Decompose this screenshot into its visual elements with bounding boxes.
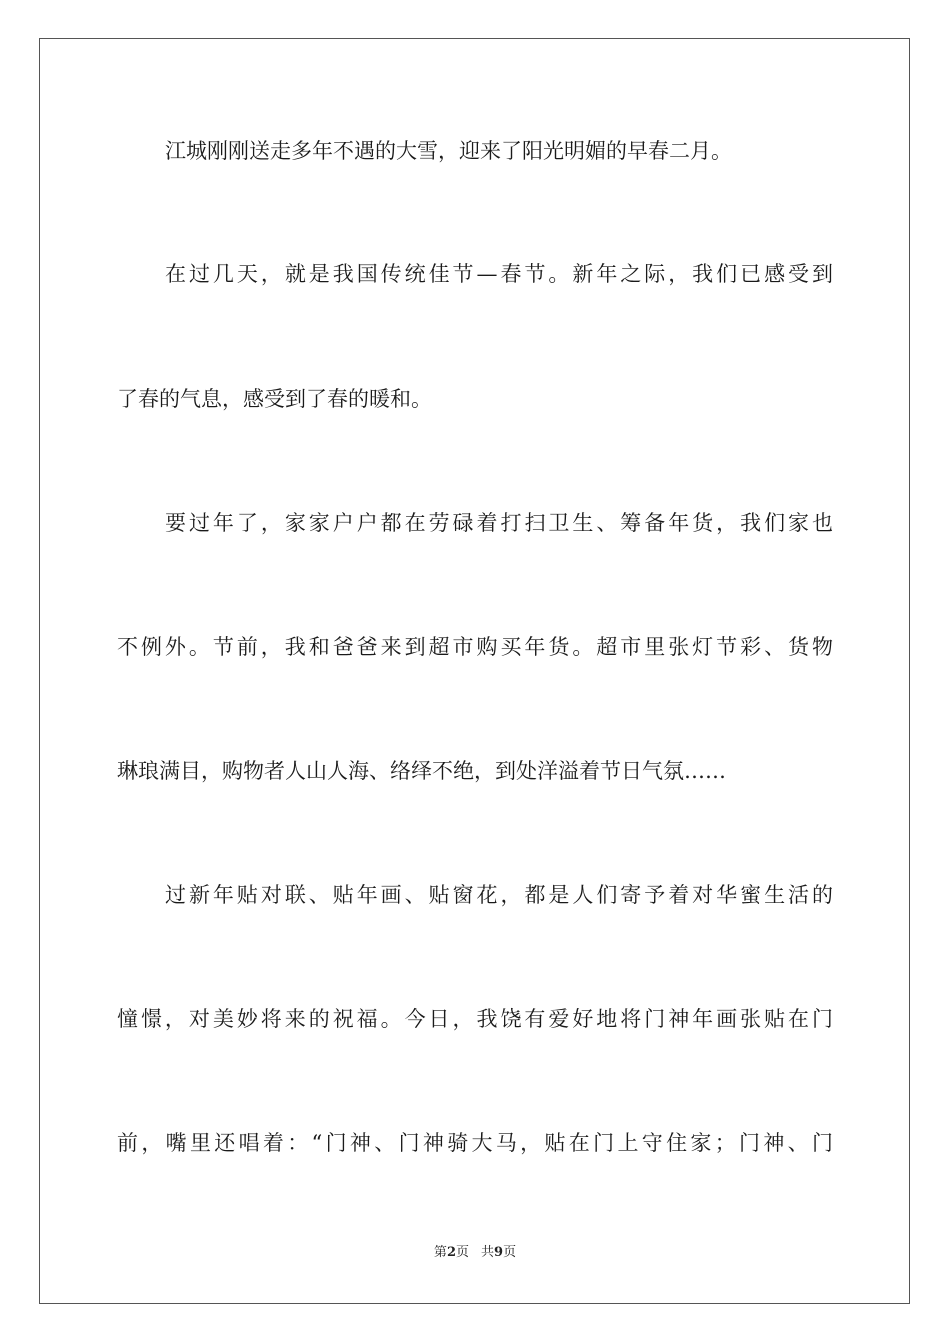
paragraph-line-9: 前，嘴里还唱着：“门神、门神骑大马，贴在门上守住家；门神、门: [117, 1131, 833, 1155]
paragraph-line-4: 要过年了，家家户户都在劳碌着打扫卫生、筹备年货，我们家也: [165, 511, 833, 535]
paragraph-line-8: 憧憬，对美妙将来的祝福。今日，我饶有爱好地将门神年画张贴在门: [117, 1007, 833, 1031]
total-prefix: 共: [481, 1245, 495, 1260]
paragraph-line-3: 了春的气息，感受到了春的暖和。: [117, 387, 432, 411]
paragraph-line-6: 琳琅满目，购物者人山人海、络绎不绝，到处洋溢着节日气氛……: [117, 759, 726, 783]
page-prefix: 第: [433, 1245, 447, 1260]
total-pages: 9: [494, 1245, 504, 1260]
page-number: 2: [446, 1245, 456, 1260]
paragraph-line-2: 在过几天，就是我国传统佳节—春节。新年之际，我们已感受到: [165, 262, 833, 286]
page-border: [39, 38, 910, 1304]
paragraph-line-7: 过新年贴对联、贴年画、贴窗花，都是人们寄予着对华蜜生活的: [165, 883, 833, 907]
total-suffix: 页: [503, 1245, 517, 1260]
page-suffix: 页: [455, 1245, 469, 1260]
paragraph-line-1: 江城刚刚送走多年不遇的大雪，迎来了阳光明媚的早春二月。: [165, 139, 732, 163]
page-footer: [0, 1244, 950, 1262]
paragraph-line-5: 不例外。节前，我和爸爸来到超市购买年货。超市里张灯节彩、货物: [117, 635, 833, 659]
